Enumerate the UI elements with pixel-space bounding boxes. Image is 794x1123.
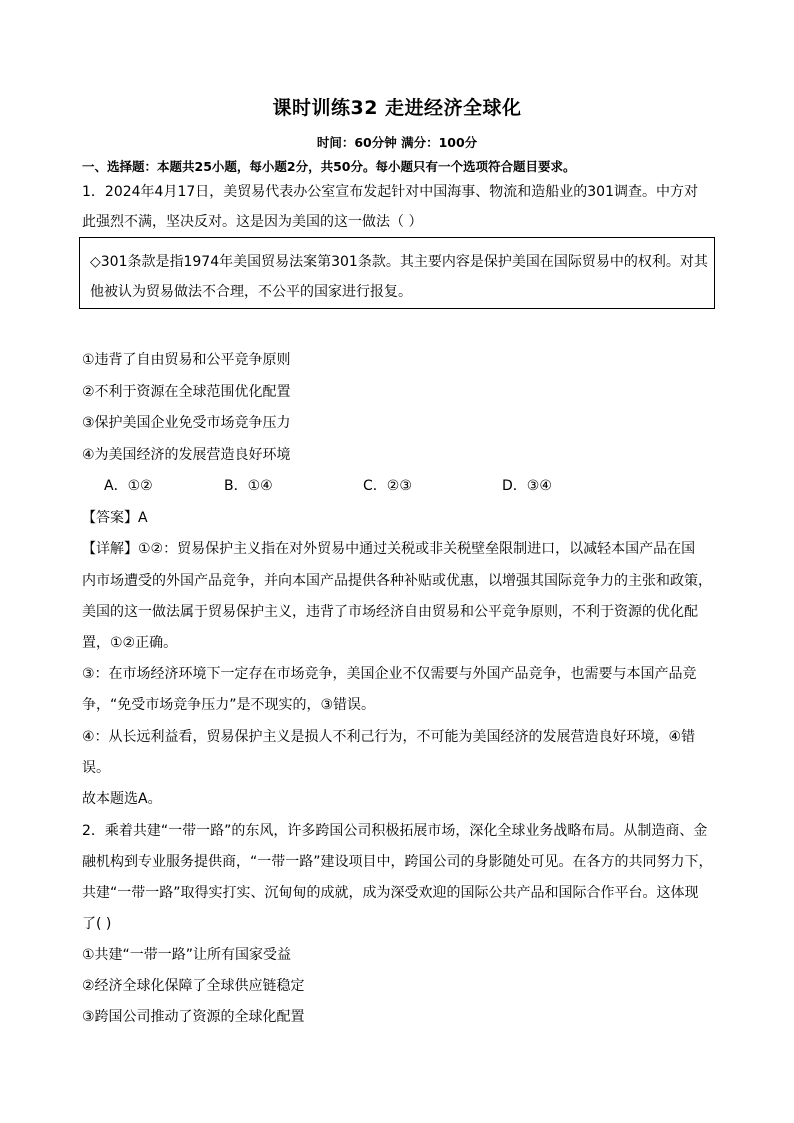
q1-option-b: B．①④ [224,478,273,494]
exam-info: 时间：60分钟 满分：100分 [316,135,478,150]
q1-option-d: D．③④ [502,478,552,494]
section-heading: 一、选择题：本题共25小题，每小题2分，共50分。每小题只有一个选项符合题目要求。 [82,159,576,174]
q1-stem-line: 此强烈不满，坚决反对。这是因为美国的这一做法（ ） [82,214,423,230]
q1-material-line: 他被认为贸易做法不合理，不公平的国家进行报复。 [90,284,412,300]
q1-item: ④为美国经济的发展营造良好环境 [82,447,291,463]
q1-item: ③保护美国企业免受市场竞争压力 [82,415,291,431]
q2-stem-line: 共建“一带一路”取得实打实、沉甸甸的成就，成为深受欢迎的国际公共产品和国际合作平台。这体现 [82,885,699,901]
q2-item: ②经济全球化保障了全球供应链稳定 [82,978,305,994]
q1-detail-line: 争，“免受市场竞争压力”是不现实的，③错误。 [82,697,376,713]
q1-detail-line: 【详解】①②：贸易保护主义指在对外贸易中通过关税或非关税壁垒限制进口，以减轻本国产品在国 [82,541,696,557]
q1-item: ①违背了自由贸易和公平竞争原则 [82,352,291,368]
q1-answer: 【答案】A [82,510,148,526]
q2-item: ③跨国公司推动了资源的全球化配置 [82,1009,305,1025]
q1-detail-line: 美国的这一做法属于贸易保护主义，违背了市场经济自由贸易和公平竞争原则，不利于资源的优化配 [82,604,698,620]
q1-item: ②不利于资源在全球范围优化配置 [82,384,291,400]
q1-detail-line: 置，①②正确。 [82,635,178,651]
q1-detail-line: 误。 [82,760,110,776]
q1-detail-line: 内市场遭受的外国产品竞争，并向本国产品提供各种补贴或优惠，以增强其国际竞争力的主张和政策， [82,573,712,589]
q2-stem-line: 2．乘着共建“一带一路”的东风，许多跨国公司积极拓展市场，深化全球业务战略布局。从制造商、金 [82,823,708,839]
q1-detail-line: 故本题选A。 [82,791,162,807]
q1-material-box [79,237,715,309]
q1-option-a: A．①② [104,478,153,494]
page-title: 课时训练32 走进经济全球化 [272,97,522,119]
q2-stem-line: 融机构到专业服务提供商，“一带一路”建设项目中，跨国公司的身影随处可见。在各方的共同努力下， [82,854,713,870]
q1-detail-line: ④：从长远利益看，贸易保护主义是损人不利己行为，不可能为美国经济的发展营造良好环境，④错 [82,729,696,745]
q1-detail-line: ③：在市场经济环境下一定存在市场竞争，美国企业不仅需要与外国产品竞争，也需要与本国产品竞 [82,666,697,682]
q2-stem-line: 了( ) [82,916,112,932]
q2-item: ①共建“一带一路”让所有国家受益 [82,947,292,963]
q1-option-c: C．②③ [363,478,412,494]
q1-material-line: ◇301条款是指1974年美国贸易法案第301条款。其主要内容是保护美国在国际贸易中的权利。对其 [90,254,708,270]
q1-stem-line: 1．2024年4月17日，美贸易代表办公室宣布发起针对中国海事、物流和造船业的301调查。中方对 [82,184,698,200]
